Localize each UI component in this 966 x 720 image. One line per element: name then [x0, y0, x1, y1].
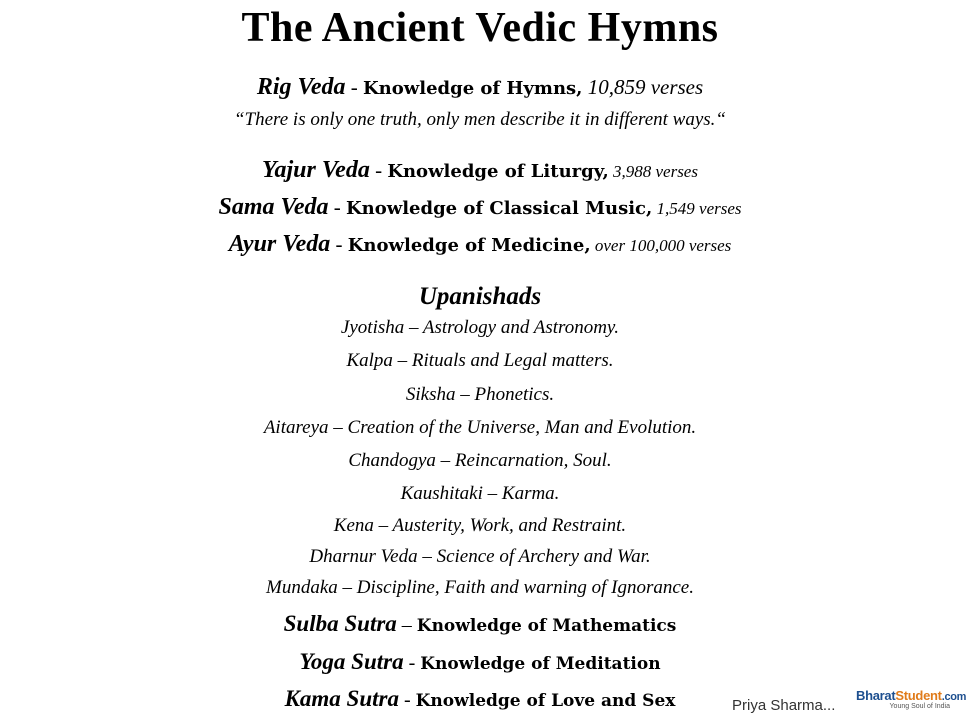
upanishad-item: Dharnur Veda – Science of Archery and War. [309, 546, 651, 567]
separator: - [398, 689, 416, 711]
veda-line-ayur [0, 230, 960, 260]
veda-description: Knowledge of Hymns, [363, 78, 583, 99]
separator: - [328, 195, 346, 219]
veda-name: Rig Veda [256, 74, 346, 100]
author-credit: Priya Sharma... [732, 694, 852, 718]
veda-name: Ayur Veda [228, 231, 331, 257]
sutra-line-yoga [0, 647, 960, 679]
separator: - [330, 232, 348, 256]
veda-description: Knowledge of Liturgy, [387, 161, 609, 182]
slide-title: The Ancient Vedic Hymns [241, 5, 719, 51]
separator: - [403, 652, 421, 674]
veda-description: Knowledge of Classical Music, [345, 198, 653, 219]
upanishad-item: Chandogya – Reincarnation, Soul. [348, 450, 612, 471]
sutra-line-sulba [0, 609, 960, 641]
veda-name: Sama Veda [218, 194, 329, 220]
sutra-name: Yoga Sutra [299, 649, 404, 674]
verse-count: 3,988 verses [608, 162, 698, 181]
sutra-description: Knowledge of Love and Sex [415, 691, 676, 711]
separator: – [396, 614, 417, 636]
quote: “There is only one truth, only men describe it in different ways.“ [233, 109, 726, 130]
logo-part: Bharat [856, 688, 896, 703]
upanishad-item: Kena – Austerity, Work, and Restraint. [333, 515, 627, 536]
sutra-description: Knowledge of Mathematics [416, 616, 677, 636]
upanishad-item: Siksha – Phonetics. [405, 384, 555, 405]
verse-count: over 100,000 verses [590, 236, 732, 255]
verse-count: 1,549 verses [652, 199, 742, 218]
verse-count: 10,859 verses [582, 75, 704, 99]
veda-line-rig [0, 73, 960, 103]
logo-part: .com [941, 691, 966, 703]
upanishads-heading: Upanishads [418, 283, 542, 310]
veda-description: Knowledge of Medicine, [347, 235, 591, 256]
sutra-name: Kama Sutra [284, 686, 399, 711]
sutra-name: Sulba Sutra [283, 611, 397, 636]
veda-name: Yajur Veda [262, 157, 370, 183]
veda-line-sama [0, 193, 960, 223]
veda-line-yajur [0, 156, 960, 186]
upanishad-item: Mundaka – Discipline, Faith and warning of Ignorance. [266, 577, 694, 598]
separator: - [345, 75, 363, 99]
bharatstudent-logo [856, 688, 966, 718]
separator: - [369, 158, 388, 182]
logo-part: Student [895, 688, 942, 703]
sutra-description: Knowledge of Meditation [420, 654, 661, 674]
upanishad-item: Kalpa – Rituals and Legal matters. [346, 350, 614, 371]
logo-tagline: Young Soul of India [889, 703, 950, 710]
upanishad-item: Kaushitaki – Karma. [400, 483, 560, 504]
upanishad-item: Aitareya – Creation of the Universe, Man and Evolution. [263, 417, 697, 438]
upanishad-item: Jyotisha – Astrology and Astronomy. [340, 317, 620, 338]
